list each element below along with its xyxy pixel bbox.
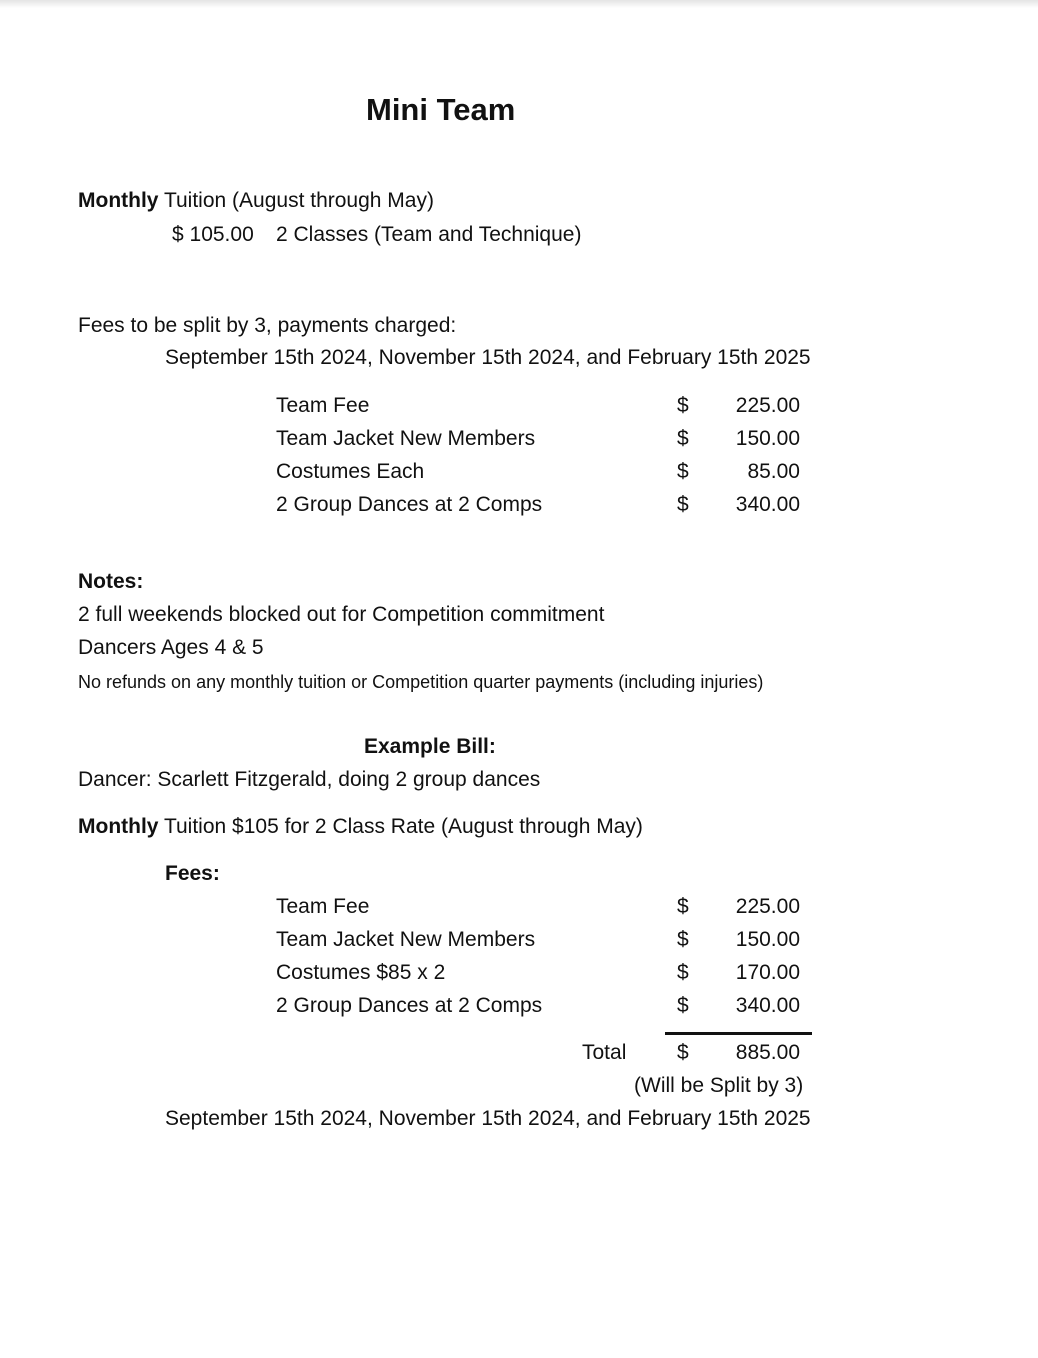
example-fee-amount: 225.00 <box>735 895 800 918</box>
page-top-shadow <box>0 0 1038 8</box>
split-note: (Will be Split by 3) <box>634 1074 804 1097</box>
fee-amount: 225.00 <box>735 394 800 417</box>
example-fee-amount: 150.00 <box>735 928 800 951</box>
example-fee-item: Team Fee <box>276 895 370 918</box>
fee-item: 2 Group Dances at 2 Comps <box>276 493 543 516</box>
fees-payment-dates: September 15th 2024, November 15th 2024, and February 15th 2025 <box>165 346 811 369</box>
example-fee-currency: $ <box>677 928 689 951</box>
example-tuition-line <box>78 816 643 837</box>
fee-amount: 340.00 <box>735 493 800 516</box>
total-currency: $ <box>677 1041 689 1064</box>
fee-currency: $ <box>677 493 689 516</box>
fee-item: Costumes Each <box>276 460 425 483</box>
example-fee-amount: 340.00 <box>735 994 800 1017</box>
example-fee-currency: $ <box>677 895 689 918</box>
example-fees-heading: Fees: <box>165 862 220 885</box>
total-amount: 885.00 <box>735 1041 800 1064</box>
fee-item: Team Fee <box>276 394 370 417</box>
example-bill-heading: Example Bill: <box>364 735 496 758</box>
fee-currency: $ <box>677 394 689 417</box>
example-fee-amount: 170.00 <box>735 961 800 984</box>
example-fee-item: Costumes $85 x 2 <box>276 961 446 984</box>
fee-amount: 150.00 <box>735 427 800 450</box>
total-label: Total <box>582 1041 627 1064</box>
fee-currency: $ <box>677 460 689 483</box>
fee-amount: 85.00 <box>747 460 800 483</box>
example-tuition-rest: Tuition $105 for 2 Class Rate (August through May) <box>163 815 643 838</box>
example-fee-item: Team Jacket New Members <box>276 928 536 951</box>
page-title: Mini Team <box>366 92 516 127</box>
tuition-label-rest: Tuition (August through May) <box>163 189 434 212</box>
fee-item: Team Jacket New Members <box>276 427 536 450</box>
example-fee-currency: $ <box>677 994 689 1017</box>
notes-heading: Notes: <box>78 570 144 593</box>
tuition-amount: $ 105.00 <box>172 223 254 246</box>
example-fee-currency: $ <box>677 961 689 984</box>
notes-line: No refunds on any monthly tuition or Competition quarter payments (including injuries) <box>78 672 764 692</box>
tuition-description: 2 Classes (Team and Technique) <box>276 223 582 246</box>
notes-line: 2 full weekends blocked out for Competition commitment <box>78 603 605 626</box>
fee-currency: $ <box>677 427 689 450</box>
example-dancer: Dancer: Scarlett Fitzgerald, doing 2 group dances <box>78 768 541 791</box>
tuition-line <box>78 190 434 211</box>
example-fee-item: 2 Group Dances at 2 Comps <box>276 994 543 1017</box>
fees-intro-line: Fees to be split by 3, payments charged: <box>78 314 457 337</box>
total-divider <box>665 1032 812 1035</box>
example-payment-dates: September 15th 2024, November 15th 2024, and February 15th 2025 <box>165 1107 811 1130</box>
example-tuition-bold: Monthly <box>78 815 159 838</box>
tuition-label-bold: Monthly <box>78 189 159 212</box>
notes-line: Dancers Ages 4 & 5 <box>78 636 264 659</box>
